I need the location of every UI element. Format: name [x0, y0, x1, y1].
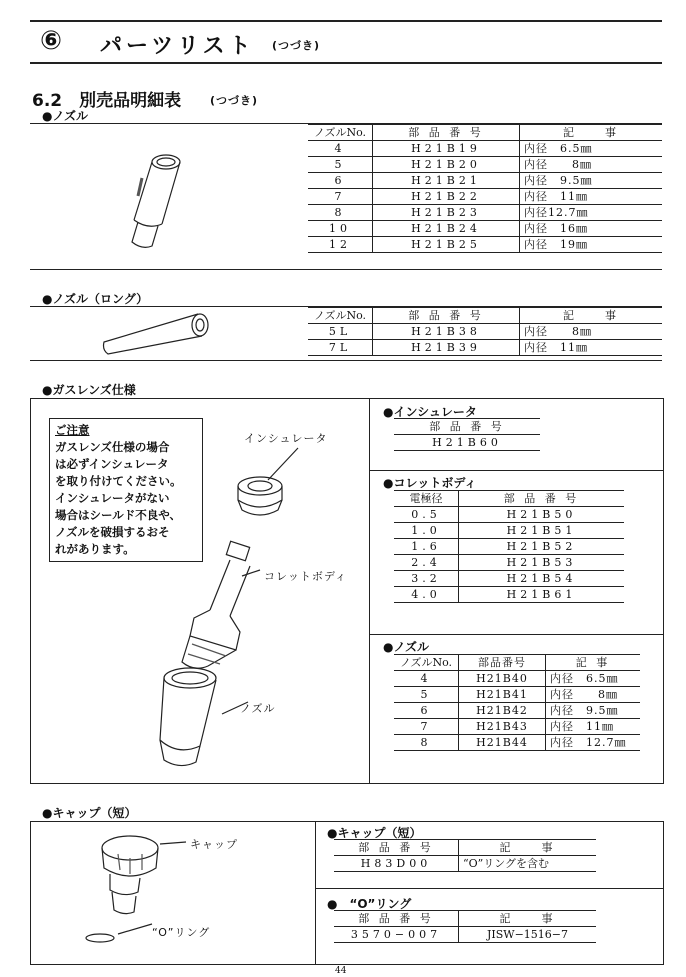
- table-header-row: [394, 491, 624, 507]
- header-remarks: 記 事: [520, 308, 663, 324]
- table-header-row: [308, 125, 662, 141]
- cell: 4: [394, 671, 459, 687]
- table-row: [394, 507, 624, 523]
- cell: H21B53: [459, 555, 625, 571]
- table-header-row: [334, 840, 596, 856]
- table-row: [394, 587, 624, 603]
- cell: 内径 11㎜: [546, 719, 641, 735]
- table-row: [308, 237, 662, 253]
- table-row: [394, 719, 640, 735]
- cell: H83D00: [334, 856, 459, 872]
- cell: 10: [308, 221, 373, 237]
- o-ring-callout: “O”リング: [152, 926, 211, 939]
- insulator-table: [394, 418, 540, 451]
- nozzle-table: [308, 124, 662, 253]
- header-nozzle-no: ノズルNo.: [394, 655, 459, 671]
- gas-lens-nozzle-table: [394, 654, 640, 751]
- collet-body-label: ●コレットボディ: [383, 476, 477, 490]
- section-rule: [30, 62, 662, 64]
- cell: 内径 9.5㎜: [520, 173, 663, 189]
- cell: H21B42: [459, 703, 546, 719]
- o-ring-table-label: ● “O”リング: [327, 897, 412, 911]
- cell: 7L: [308, 340, 373, 356]
- gas-lens-divider: [369, 398, 370, 783]
- cell: H21B40: [459, 671, 546, 687]
- header-remarks: 記 事: [459, 840, 597, 856]
- cell: H21B41: [459, 687, 546, 703]
- cell: 3.2: [394, 571, 459, 587]
- cell: 2.4: [394, 555, 459, 571]
- cell: “O”リングを含む: [459, 856, 597, 872]
- cell: JISW−1516−7: [459, 927, 597, 943]
- header-nozzle-no: ノズルNo.: [308, 308, 373, 324]
- cell: 1.0: [394, 523, 459, 539]
- section-number: ⑥: [40, 26, 63, 56]
- section-title: パーツリスト: [100, 34, 255, 59]
- insulator-label: ●インシュレータ: [383, 405, 477, 419]
- caution-line: ノズルを破損するおそ: [55, 525, 170, 539]
- cell: 内径 11㎜: [520, 340, 663, 356]
- cell: 3570−007: [334, 927, 459, 943]
- header-part-no: 部品番号: [459, 655, 546, 671]
- caution-line: ガスレンズ仕様の場合: [55, 440, 170, 454]
- table-row: [308, 173, 662, 189]
- cell: 5: [394, 687, 459, 703]
- section-subtitle: (つづき): [272, 39, 321, 52]
- cell: H21B23: [373, 205, 520, 221]
- table-row: [308, 324, 662, 340]
- page-number: 44: [335, 966, 347, 976]
- table-row: [394, 703, 640, 719]
- cell: H21B21: [373, 173, 520, 189]
- caution-line: れがあります。: [55, 542, 135, 556]
- table-row: [394, 523, 624, 539]
- nozzle-callout: ノズル: [240, 702, 276, 715]
- table-header-row: [394, 419, 540, 435]
- cell: H21B50: [459, 507, 625, 523]
- caution-line: を取り付けてください。: [55, 474, 182, 488]
- table-row: [394, 735, 640, 751]
- nozzle-long-label: ●ノズル（ロング）: [42, 292, 149, 306]
- table-row: [334, 927, 596, 943]
- table-row: [394, 687, 640, 703]
- table-header-row: [334, 911, 596, 927]
- subsection-title: 6.2 別売品明細表: [32, 91, 182, 111]
- table-row: [308, 221, 662, 237]
- caution-line: インシュレータがない: [55, 491, 170, 505]
- cell: H21B39: [373, 340, 520, 356]
- table-row: [334, 856, 596, 872]
- cell: 5L: [308, 324, 373, 340]
- header-electrode-dia: 電極径: [394, 491, 459, 507]
- table-row: [308, 205, 662, 221]
- nozzle-long-illustration: [100, 310, 215, 360]
- cell: 8: [394, 735, 459, 751]
- cell: 12: [308, 237, 373, 253]
- header-part-no: 部 品 番 号: [459, 491, 625, 507]
- cell: 6: [394, 703, 459, 719]
- header-part-no: 部 品 番 号: [334, 840, 459, 856]
- cell: H21B22: [373, 189, 520, 205]
- cell: 6: [308, 173, 373, 189]
- cell: H21B43: [459, 719, 546, 735]
- header-part-no: 部 品 番 号: [373, 125, 520, 141]
- cell: 内径 11㎜: [520, 189, 663, 205]
- table-row: [308, 340, 662, 356]
- cell: 7: [394, 719, 459, 735]
- cell: H21B44: [459, 735, 546, 751]
- subsection-subtitle: (つづき): [210, 94, 259, 107]
- nozzle-long-table: [308, 307, 662, 356]
- cell: H21B61: [459, 587, 625, 603]
- table-row: [394, 571, 624, 587]
- cap-table: [334, 839, 596, 872]
- collet-body-table: [394, 490, 624, 603]
- cell: H21B19: [373, 141, 520, 157]
- cell: 5: [308, 157, 373, 173]
- gas-lens-label: ●ガスレンズ仕様: [42, 383, 136, 397]
- header-part-no: 部 品 番 号: [394, 419, 540, 435]
- cell: 4: [308, 141, 373, 157]
- table-row: [394, 539, 624, 555]
- header-remarks: 記 事: [546, 655, 641, 671]
- caution-line: は必ずインシュレータ: [55, 457, 169, 471]
- cell: 内径 6.5㎜: [546, 671, 641, 687]
- cell: 内径 12.7㎜: [546, 735, 641, 751]
- nozzle-bottom-rule: [30, 269, 662, 270]
- table-row: [308, 189, 662, 205]
- nozzle-long-bottom-rule: [30, 360, 662, 361]
- header-remarks: 記 事: [459, 911, 597, 927]
- cell: 内径 16㎜: [520, 221, 663, 237]
- cell: H21B24: [373, 221, 520, 237]
- cell: 8: [308, 205, 373, 221]
- top-rule: [30, 20, 662, 22]
- gas-lens-divider-h1: [369, 470, 663, 471]
- collet-body-callout: コレットボディ: [264, 570, 348, 583]
- cap-table-label: ●キャップ（短）: [327, 826, 422, 840]
- gas-lens-nozzle-label: ●ノズル: [383, 640, 429, 654]
- cell: 内径 8㎜: [520, 324, 663, 340]
- cell: H21B51: [459, 523, 625, 539]
- table-header-row: [394, 655, 640, 671]
- table-row: [394, 555, 624, 571]
- cell: H21B60: [394, 435, 540, 451]
- caution-title: ご注意: [55, 423, 90, 437]
- cell: 内径 19㎜: [520, 237, 663, 253]
- cap-short-divider-h: [315, 888, 663, 889]
- table-row: [308, 141, 662, 157]
- cap-short-divider: [315, 821, 316, 964]
- cell: 7: [308, 189, 373, 205]
- cell: H21B38: [373, 324, 520, 340]
- cell: 0.5: [394, 507, 459, 523]
- cell: 内径 8㎜: [520, 157, 663, 173]
- header-part-no: 部 品 番 号: [334, 911, 459, 927]
- cell: 内径 9.5㎜: [546, 703, 641, 719]
- cell: 内径12.7㎜: [520, 205, 663, 221]
- insulator-callout: インシュレータ: [244, 432, 328, 445]
- gas-lens-assembly-illustration: [150, 440, 350, 770]
- o-ring-table: [334, 910, 596, 943]
- caution-line: 場合はシールド不良や、: [55, 508, 182, 522]
- header-part-no: 部 品 番 号: [373, 308, 520, 324]
- cap-short-label: ●キャップ（短）: [42, 806, 137, 820]
- cell: H21B54: [459, 571, 625, 587]
- cell: 内径 6.5㎜: [520, 141, 663, 157]
- cell: 1.6: [394, 539, 459, 555]
- header-nozzle-no: ノズルNo.: [308, 125, 373, 141]
- gas-lens-divider-h2: [369, 634, 663, 635]
- cell: H21B25: [373, 237, 520, 253]
- header-remarks: 記 事: [520, 125, 663, 141]
- cap-callout: キャップ: [190, 838, 238, 851]
- table-row: [394, 435, 540, 451]
- cell: 内径 8㎜: [546, 687, 641, 703]
- cell: H21B20: [373, 157, 520, 173]
- nozzle-illustration: [120, 150, 190, 260]
- table-row: [394, 671, 640, 687]
- table-header-row: [308, 308, 662, 324]
- cell: 4.0: [394, 587, 459, 603]
- table-row: [308, 157, 662, 173]
- cell: H21B52: [459, 539, 625, 555]
- nozzle-label: ●ノズル: [42, 109, 88, 123]
